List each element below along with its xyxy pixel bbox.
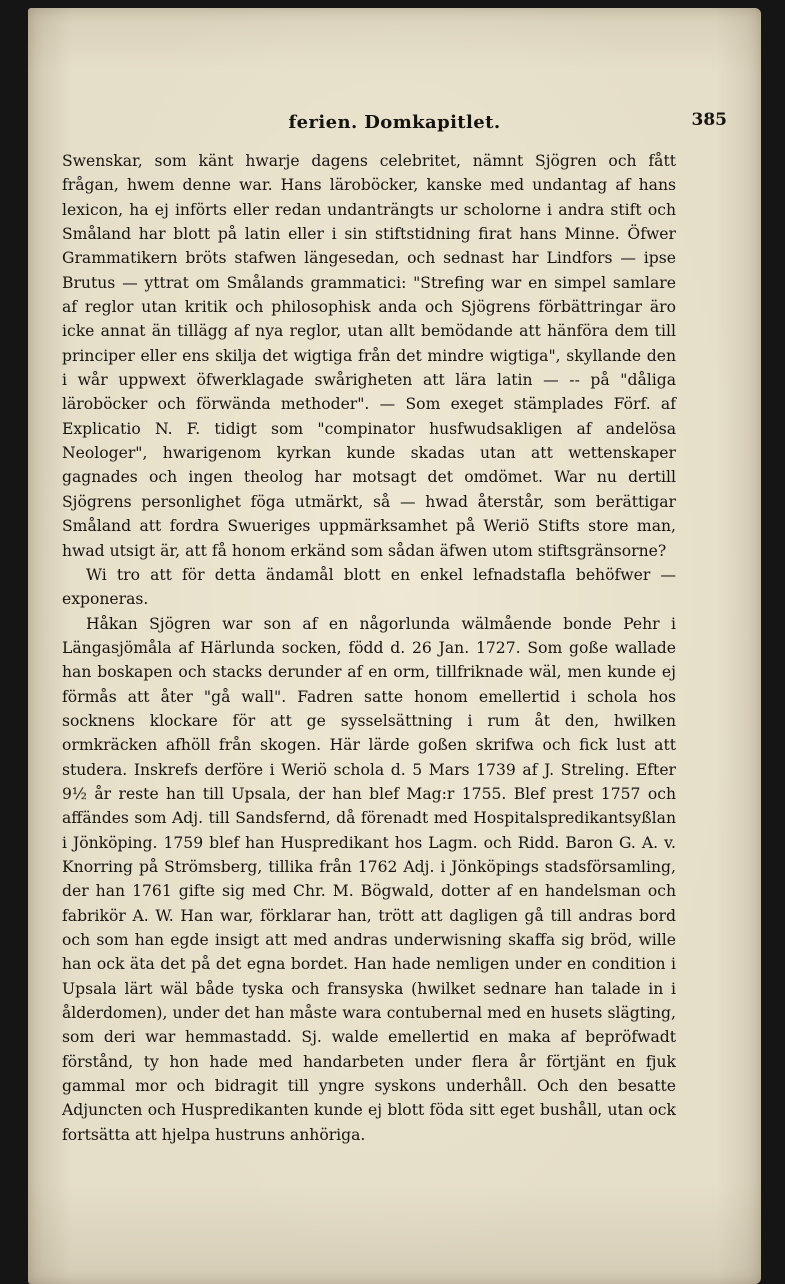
body-text [62, 149, 676, 1147]
running-head [28, 112, 761, 138]
paragraph-1: Swenskar, som känt hwarje dagens celebritet, nämnt Sjögren och fått frågan, hwem denne war. Hans läroböcker, kanske med undantag af hans lexicon, ha ej införts eller redan undanträngts ur scholorne i andra stift och Småland har blott på latin eller i sin stiftstidning firat hans Minne. Öfwer Grammatikern bröts stafwen längesedan, och sednast har Lindfors — ipse Brutus — yttrat om Smålands grammatici: "Strefing war en simpel samlare af reglor utan kritik och philosophisk anda och Sjögrens förbättringar äro icke annat än tillägg af nya reglor, utan allt bemödande att hänföra dem till principer eller ens skilja det wigtiga från det mindre wigtiga", skyllande den i wår uppwext öfwerklagade swårigheten att lära latin — -- på "dåliga läroböcker och förwända methoder". — Som exeget stämplades Förf. af Explicatio N. F. tidigt som "compinator husfwudsakligen af andelösa Neologer", hwarigenom kyrkan kunde skadas utan att wettenskaper gagnades och ingen theolog har motsagt det omdömet. War nu dertill Sjögrens personlighet föga utmärkt, så — hwad återstår, som berättigar Småland att fordra Swueriges uppmärksamhet på Weriö Stifts store man, hwad utsigt är, att få honom erkänd som sådan äfwen utom stiftsgränsorne? [62, 152, 676, 560]
running-head-title: ferien. Domkapitlet. [288, 112, 501, 133]
paragraph-2: Wi tro att för detta ändamål blott en enkel lefnadstafla behöfwer — exponeras. [62, 565, 676, 609]
page-number: 385 [691, 110, 727, 130]
paragraph-3: Håkan Sjögren war son af en någorlunda wälmående bonde Pehr i Längasjömåla af Härlunda socken, född d. 26 Jan. 1727. Som goße wallade han boskapen och stacks derunder af en orm, tillfriknade wäl, men kunde ej förmås att åter "gå wall". Fadren satte honom emellertid i schola hos socknens klockare för att ge sysselsättning i rum åt den, hwilken ormkräcken afhöll från skogen. Här lärde goßen skrifwa och fick lust att studera. Inskrefs derföre i Weriö schola d. 5 Mars 1739 af J. Streling. Efter 9½ år reste han till Upsala, der han blef Mag:r 1755. Blef prest 1757 och affändes som Adj. till Sandsfernd, då förenadt med Hospitalspredikantsyßlan i Jönköping. 1759 blef han Huspredikant hos Lagm. och Ridd. Baron G. A. v. Knorring på Strömsberg, tillika från 1762 Adj. i Jönköpings stadsförsamling, der han 1761 gifte sig med Chr. M. Bögwald, dotter af en handelsman och fabrikör A. W. Han war, förklarar han, trött att dagligen gå till andras bord och som han egde insigt att med andras underwisning skaffa sig bröd, wille han ock äta det på det egna bordet. Han hade nemligen under en condition i Upsala lärt wäl både tyska och fransyska (hwilket sednare han talade in i ålderdomen), under det han måste wara contubernal med en husets slägting, som deri war hemmastadd. Sj. walde emellertid en maka af bepröfwadt förstånd, ty hon hade med handarbeten under flera år förtjänt en fjuk gammal mor och bidragit till yngre syskons underhåll. Och den besatte Adjuncten och Huspredikanten kunde ej blott föda sitt eget bushåll, utan ock fortsätta att hjelpa hustruns anhöriga. [62, 614, 676, 1144]
